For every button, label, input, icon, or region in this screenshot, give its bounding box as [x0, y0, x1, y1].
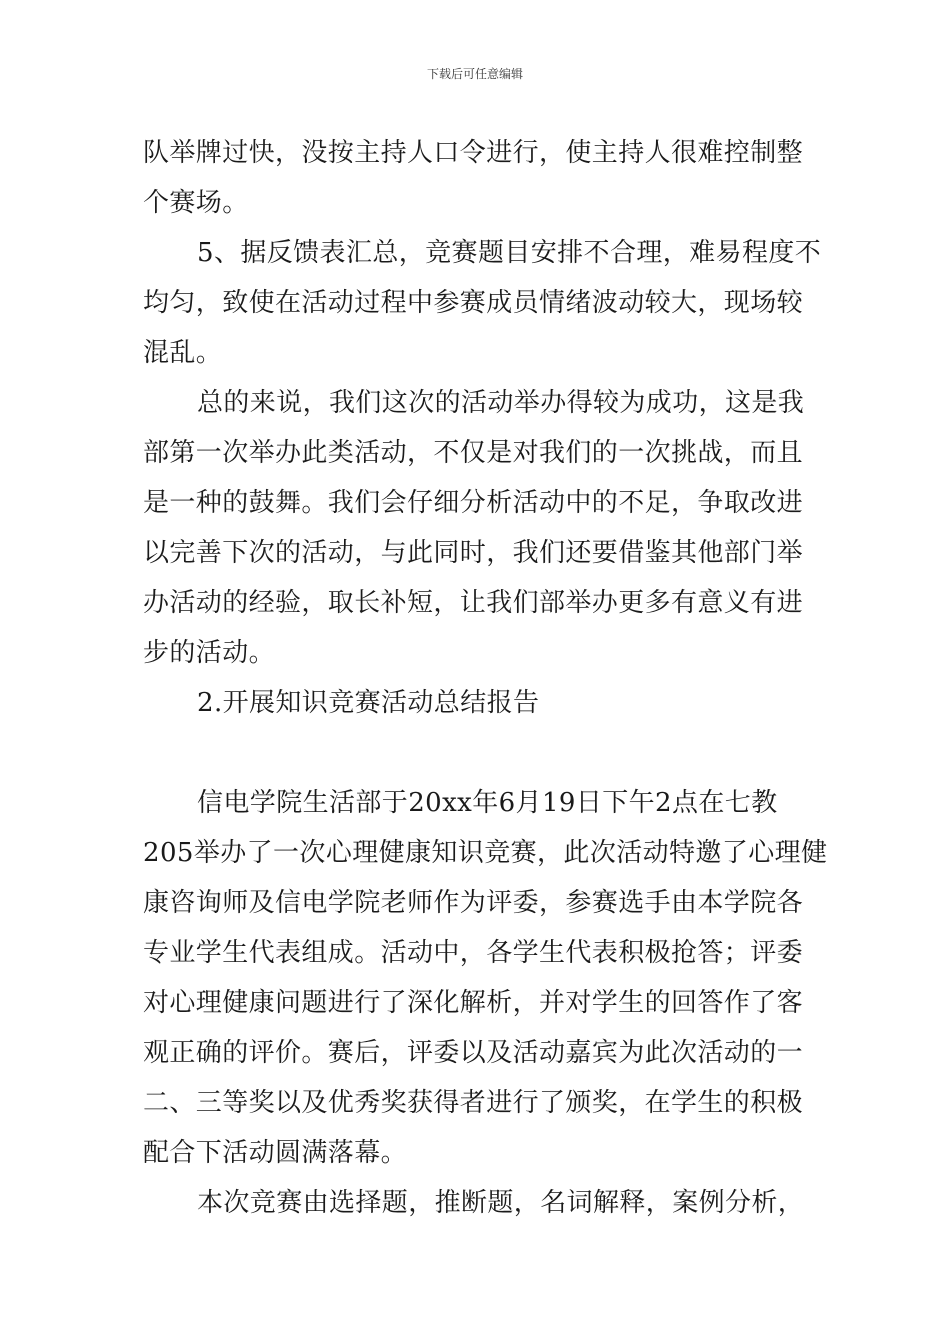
text-line: 步的活动。 — [143, 638, 276, 668]
text-line: 观正确的评价。赛后，评委以及活动嘉宾为此次活动的一 — [143, 1038, 804, 1068]
text-line: 部第一次举办此类活动，不仅是对我们的一次挑战，而且 — [143, 438, 804, 468]
text-line: 205举办了一次心理健康知识竞赛，此次活动特邀了心理健 — [143, 838, 828, 868]
text-line: 专业学生代表组成。活动中，各学生代表积极抢答；评委 — [143, 938, 804, 968]
text-line: 是一种的鼓舞。我们会仔细分析活动中的不足，争取改进 — [143, 488, 804, 518]
page-header: 下载后可任意编辑 — [426, 67, 523, 81]
text-line: 康咨询师及信电学院老师作为评委，参赛选手由本学院各 — [143, 888, 804, 918]
text-line: 本次竞赛由选择题，推断题，名词解释，案例分析， — [197, 1188, 805, 1218]
text-line: 信电学院生活部于20xx年6月19日下午2点在七教 — [197, 788, 778, 818]
text-line: 5、据反馈表汇总，竞赛题目安排不合理，难易程度不 — [197, 238, 822, 268]
blank-line — [143, 728, 808, 778]
document-body — [143, 128, 828, 1228]
text-line: 以完善下次的活动，与此同时，我们还要借鉴其他部门举 — [143, 538, 804, 568]
text-line: 总的来说，我们这次的活动举办得较为成功，这是我 — [197, 388, 805, 418]
section-heading: 2.开展知识竞赛活动总结报告 — [197, 688, 540, 718]
text-line: 办活动的经验，取长补短，让我们部举办更多有意义有进 — [143, 588, 804, 618]
text-line: 二、三等奖以及优秀奖获得者进行了颁奖，在学生的积极 — [143, 1088, 804, 1118]
text-line: 配合下活动圆满落幕。 — [143, 1138, 408, 1168]
text-line: 队举牌过快，没按主持人口令进行，使主持人很难控制整 — [143, 138, 804, 168]
text-line: 对心理健康问题进行了深化解析，并对学生的回答作了客 — [143, 988, 804, 1018]
text-line: 混乱。 — [143, 338, 223, 368]
text-line: 均匀，致使在活动过程中参赛成员情绪波动较大，现场较 — [143, 288, 804, 318]
text-line: 个赛场。 — [143, 188, 249, 218]
